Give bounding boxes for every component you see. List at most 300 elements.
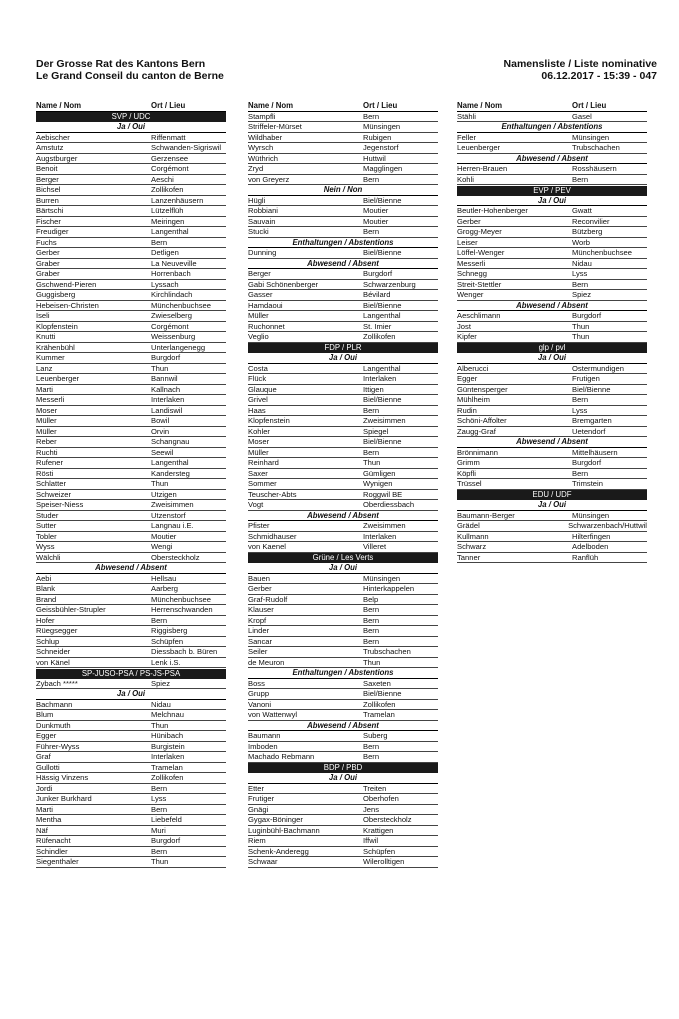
member-row <box>36 164 226 175</box>
member-row <box>248 206 438 217</box>
member-row <box>36 395 226 406</box>
member-place: Zollikofen <box>363 332 396 341</box>
member-row <box>36 679 226 690</box>
member-row <box>36 595 226 606</box>
member-place: Lyss <box>572 269 588 278</box>
member-name: Gerber <box>457 216 481 226</box>
member-row <box>248 731 438 742</box>
column-header <box>457 101 647 112</box>
member-row <box>248 437 438 448</box>
member-place: Bern <box>363 626 380 635</box>
member-name: Hebeisen-Christen <box>36 300 99 310</box>
member-name: Guggisberg <box>36 290 76 299</box>
member-place: Interlaken <box>363 374 397 383</box>
vote-category-header: Ja / Oui <box>248 353 438 364</box>
member-place: Landiswil <box>151 405 183 415</box>
member-place: Huttwil <box>363 153 386 163</box>
member-row <box>248 616 438 627</box>
member-row <box>36 416 226 427</box>
member-row <box>457 416 647 427</box>
member-row <box>457 458 647 469</box>
member-name: Baumann-Berger <box>457 510 515 520</box>
member-name: Schmidhauser <box>248 531 297 541</box>
member-place: La Neuveville <box>151 258 197 268</box>
member-place: Zweisimmen <box>363 521 406 530</box>
member-name: Etter <box>248 783 265 793</box>
member-name: Veglio <box>248 332 269 341</box>
member-place: Kandersteg <box>151 468 190 478</box>
member-row <box>36 857 226 868</box>
member-name: Klopfenstein <box>36 321 78 331</box>
member-place: Münsingen <box>363 122 401 131</box>
member-name: Schenk-Anderegg <box>248 846 309 856</box>
member-place: Treiten <box>363 783 387 793</box>
member-place: Münchenbuchsee <box>151 594 211 604</box>
member-row <box>248 490 438 501</box>
member-row <box>457 248 647 259</box>
member-place: Biel/Bienne <box>363 437 402 446</box>
member-row <box>248 836 438 847</box>
member-row <box>36 647 226 658</box>
vote-category-header: Ja / Oui <box>457 500 647 511</box>
member-name: Imboden <box>248 741 278 751</box>
member-place: Langenthal <box>363 311 401 320</box>
member-place: Langenthal <box>151 227 189 236</box>
member-name: Striffeler-Mürset <box>248 122 302 131</box>
vote-category-header: Ja / Oui <box>248 773 438 784</box>
member-name: von Greyerz <box>248 174 290 184</box>
party-header: glp / pvl <box>457 343 647 353</box>
member-row <box>36 626 226 637</box>
member-name: Gerber <box>36 248 60 257</box>
member-name: Gschwend-Pieren <box>36 279 97 289</box>
column-header <box>248 101 438 112</box>
member-row <box>248 700 438 711</box>
member-name: Messerli <box>36 395 65 404</box>
member-name: Brand <box>36 594 57 604</box>
column-header-place: Ort / Lieu <box>151 101 186 110</box>
vote-category-header: Abwesend / Absent <box>36 563 226 574</box>
member-name: Jost <box>457 321 471 331</box>
member-name: Grivel <box>248 395 268 404</box>
member-name: Grupp <box>248 689 270 698</box>
member-name: Führer-Wyss <box>36 741 80 751</box>
member-place: Magglingen <box>363 164 403 173</box>
member-row <box>36 269 226 280</box>
member-name: Näf <box>36 825 48 835</box>
member-row <box>36 710 226 721</box>
member-name: Wildhaber <box>248 132 283 142</box>
member-row <box>248 311 438 322</box>
member-name: von Känel <box>36 657 70 667</box>
column-header-place: Ort / Lieu <box>363 101 398 110</box>
vote-category-header: Ja / Oui <box>248 563 438 574</box>
member-row <box>248 175 438 186</box>
member-row <box>248 574 438 585</box>
member-row <box>248 742 438 753</box>
member-place: Zweisimmen <box>151 500 194 509</box>
member-row <box>457 227 647 238</box>
member-row <box>457 364 647 375</box>
member-name: Sommer <box>248 479 277 488</box>
member-name: Wenger <box>457 290 484 299</box>
member-place: Bern <box>151 237 168 247</box>
member-place: Gümligen <box>363 468 396 478</box>
member-place: Bern <box>363 615 380 625</box>
member-name: Siegenthaler <box>36 857 79 866</box>
member-name: Glauque <box>248 384 277 394</box>
member-name: Wyrsch <box>248 143 274 152</box>
member-row <box>36 311 226 322</box>
member-name: Seiler <box>248 647 268 656</box>
column-header <box>36 101 226 112</box>
member-row <box>248 395 438 406</box>
member-name: Brönnimann <box>457 447 498 457</box>
member-name: Kummer <box>36 353 65 362</box>
vote-category-header: Abwesend / Absent <box>248 511 438 522</box>
member-place: Liebefeld <box>151 815 182 824</box>
member-place: Trimstein <box>572 479 603 488</box>
member-place: Lyss <box>572 405 588 415</box>
member-row <box>248 626 438 637</box>
member-place: Wengi <box>151 542 173 551</box>
member-row <box>457 112 647 123</box>
member-place: Ittigen <box>363 384 384 394</box>
member-name: Graf <box>36 752 51 761</box>
member-place: Münchenbuchsee <box>151 300 211 310</box>
member-name: Kohler <box>248 426 270 436</box>
title-line-french: Le Grand Conseil du canton de Berne <box>36 70 224 82</box>
member-row <box>36 794 226 805</box>
member-row <box>36 847 226 858</box>
member-row <box>457 553 647 564</box>
member-row <box>457 259 647 270</box>
member-name: Kropf <box>248 615 267 625</box>
member-row <box>36 259 226 270</box>
vote-category-header: Enthaltungen / Abstentions <box>248 668 438 679</box>
member-name: Riem <box>248 836 266 845</box>
member-row <box>36 185 226 196</box>
member-name: Blank <box>36 584 55 593</box>
member-name: Burren <box>36 195 59 205</box>
member-row <box>36 427 226 438</box>
member-place: Bern <box>151 846 168 856</box>
member-place: Obersteckholz <box>363 815 412 824</box>
member-name: Dunning <box>248 248 277 257</box>
member-name: Grädel <box>457 521 480 530</box>
member-row <box>248 710 438 721</box>
member-place: Lyss <box>151 794 167 803</box>
member-place: Burgdorf <box>151 353 181 362</box>
member-place: Nidau <box>151 699 171 709</box>
member-row <box>248 269 438 280</box>
member-place: Bern <box>363 741 380 751</box>
member-row <box>248 752 438 763</box>
member-row <box>248 290 438 301</box>
member-name: Schindler <box>36 846 68 856</box>
member-place: Rosshäusern <box>572 164 617 173</box>
member-name: Amstutz <box>36 143 64 152</box>
member-row <box>36 542 226 553</box>
member-place: Biel/Bienne <box>363 689 402 698</box>
member-place: Burgdorf <box>363 269 393 278</box>
member-name: Stampfli <box>248 111 276 121</box>
member-row <box>36 605 226 616</box>
member-place: Suberg <box>363 731 388 740</box>
member-row <box>248 815 438 826</box>
member-place: Kallnach <box>151 384 181 394</box>
member-row <box>248 658 438 669</box>
member-row <box>248 794 438 805</box>
member-place: Biel/Bienne <box>363 300 402 310</box>
member-name: Kipfer <box>457 332 477 341</box>
vote-category-header: Ja / Oui <box>36 689 226 700</box>
member-name: Aeschlimann <box>457 311 501 320</box>
member-place: Hellsau <box>151 573 177 583</box>
member-row <box>457 479 647 490</box>
member-name: Stucki <box>248 227 269 236</box>
member-place: Bern <box>572 174 589 184</box>
member-row <box>36 301 226 312</box>
member-place: Bowil <box>151 416 170 425</box>
vote-category-header: Abwesend / Absent <box>248 721 438 732</box>
member-place: Hünibach <box>151 731 184 740</box>
member-row <box>457 238 647 249</box>
member-row <box>248 322 438 333</box>
member-place: Thun <box>572 332 590 341</box>
member-place: Bern <box>151 804 168 814</box>
vote-category-header: Ja / Oui <box>36 122 226 133</box>
member-name: Müller <box>248 311 269 320</box>
member-row <box>36 206 226 217</box>
member-row <box>36 742 226 753</box>
member-row <box>248 374 438 385</box>
member-row <box>248 196 438 207</box>
member-place: Spiegel <box>363 426 389 436</box>
member-name: Rüfenacht <box>36 836 71 845</box>
member-place: Moutier <box>363 216 389 226</box>
member-name: Dunkmuth <box>36 720 71 730</box>
member-place: Langnau i.E. <box>151 521 194 530</box>
member-name: Moser <box>248 437 270 446</box>
member-name: Kohli <box>457 174 474 184</box>
member-name: Machado Rebmann <box>248 752 315 761</box>
member-row <box>457 395 647 406</box>
member-name: Pfister <box>248 521 270 530</box>
member-name: Rösti <box>36 468 54 478</box>
member-row <box>248 847 438 858</box>
member-name: Fischer <box>36 216 61 226</box>
member-row <box>36 574 226 585</box>
member-place: Saxeten <box>363 678 391 688</box>
member-name: Gasser <box>248 290 273 299</box>
member-place: Thun <box>151 720 169 730</box>
member-row <box>248 133 438 144</box>
member-row <box>248 605 438 616</box>
member-place: Bern <box>363 111 380 121</box>
member-place: Oberhofen <box>363 794 399 803</box>
member-name: Reinhard <box>248 458 279 467</box>
member-place: Langenthal <box>363 363 401 373</box>
member-name: Zybach ***** <box>36 678 78 688</box>
member-name: Müller <box>248 447 269 457</box>
member-name: Graf-Rudolf <box>248 594 288 604</box>
member-place: Zollikofen <box>151 773 184 782</box>
vote-category-header: Ja / Oui <box>457 196 647 207</box>
member-place: Burgistein <box>151 741 185 751</box>
member-row <box>36 490 226 501</box>
member-name: Ruchti <box>36 447 58 457</box>
vote-category-header: Abwesend / Absent <box>457 154 647 165</box>
party-header: EDU / UDF <box>457 490 647 500</box>
member-row <box>36 553 226 564</box>
member-row <box>36 322 226 333</box>
member-name: Leiser <box>457 237 478 247</box>
member-name: Wyss <box>36 542 55 551</box>
member-row <box>36 637 226 648</box>
member-row <box>36 584 226 595</box>
member-name: Bachmann <box>36 699 73 709</box>
member-place: Herrenschwanden <box>151 605 213 614</box>
vote-category-header: Abwesend / Absent <box>457 301 647 312</box>
member-name: Grimm <box>457 458 480 467</box>
member-place: Oberdiessbach <box>363 500 415 509</box>
member-name: Schlup <box>36 636 60 646</box>
vote-category-header: Enthaltungen / Abstentions <box>457 122 647 133</box>
member-row <box>457 322 647 333</box>
member-place: Orvin <box>151 426 170 436</box>
member-name: Gnägi <box>248 804 269 814</box>
party-header: EVP / PEV <box>457 186 647 196</box>
member-place: Bévilard <box>363 290 391 299</box>
member-place: Biel/Bienne <box>363 195 402 205</box>
member-place: Gerzensee <box>151 153 189 163</box>
member-row <box>457 521 647 532</box>
member-place: Burgdorf <box>151 836 181 845</box>
member-name: Sutter <box>36 521 57 530</box>
member-place: Bern <box>363 174 380 184</box>
member-place: Thun <box>151 363 169 373</box>
member-name: Sancar <box>248 636 273 646</box>
member-row <box>248 427 438 438</box>
member-row <box>36 815 226 826</box>
member-row <box>36 805 226 816</box>
member-name: Flück <box>248 374 267 383</box>
member-row <box>248 689 438 700</box>
member-name: Bärtschi <box>36 206 64 215</box>
vote-category-header: Ja / Oui <box>457 353 647 364</box>
member-name: Vogt <box>248 500 264 509</box>
member-name: Trüssel <box>457 479 482 488</box>
member-row <box>36 437 226 448</box>
member-place: Roggwil BE <box>363 489 403 499</box>
member-name: de Meuron <box>248 657 285 667</box>
member-place: Reconvilier <box>572 216 610 226</box>
member-place: Tramelan <box>151 762 183 772</box>
member-place: Burgdorf <box>572 458 602 467</box>
member-place: Bern <box>363 227 380 236</box>
member-row <box>36 154 226 165</box>
member-place: Langenthal <box>151 458 189 467</box>
member-name: Benoit <box>36 164 58 173</box>
vote-category-header: Enthaltungen / Abstentions <box>248 238 438 249</box>
member-place: Biel/Bienne <box>363 248 402 257</box>
member-row <box>248 164 438 175</box>
member-name: Freudiger <box>36 227 69 236</box>
member-place: Biel/Bienne <box>572 384 611 394</box>
document-title <box>36 58 224 82</box>
column-header-name: Name / Nom <box>457 101 503 110</box>
member-name: Egger <box>457 374 478 383</box>
member-row <box>248 385 438 396</box>
member-row <box>36 133 226 144</box>
member-place: Muri <box>151 825 166 835</box>
member-row <box>36 511 226 522</box>
member-row <box>36 532 226 543</box>
member-place: Riggisberg <box>151 626 188 635</box>
member-place: Corgémont <box>151 321 189 331</box>
member-row <box>248 500 438 511</box>
member-name: Schweizer <box>36 489 72 499</box>
member-place: Interlaken <box>151 752 185 761</box>
member-name: Köpfli <box>457 468 476 478</box>
member-place: Schüpfen <box>151 636 184 646</box>
member-row <box>457 374 647 385</box>
member-row <box>248 479 438 490</box>
party-header: SVP / UDC <box>36 112 226 122</box>
member-place: Bern <box>151 615 168 625</box>
member-row <box>248 805 438 816</box>
member-row <box>36 374 226 385</box>
member-name: Tanner <box>457 552 481 562</box>
title-line-german: Der Grosse Rat des Kantons Bern <box>36 58 206 70</box>
member-place: Kirchlindach <box>151 290 193 299</box>
member-row <box>36 175 226 186</box>
member-row <box>248 584 438 595</box>
member-row <box>36 616 226 627</box>
member-name: Augstburger <box>36 153 78 163</box>
member-row <box>248 679 438 690</box>
member-name: Tobler <box>36 531 57 541</box>
member-name: Saxer <box>248 468 268 478</box>
member-row <box>457 511 647 522</box>
member-row <box>457 332 647 343</box>
member-place: Rubigen <box>363 132 392 142</box>
member-name: Luginbühl-Bachmann <box>248 825 320 835</box>
member-place: Horrenbach <box>151 269 191 278</box>
member-place: Obersteckholz <box>151 552 200 562</box>
member-row <box>36 763 226 774</box>
member-row <box>36 238 226 249</box>
member-place: Bern <box>363 447 380 457</box>
member-place: Thun <box>572 321 590 331</box>
member-place: Belp <box>363 594 379 604</box>
member-row <box>36 227 226 238</box>
member-place: Bern <box>363 405 380 415</box>
member-name: Rüegsegger <box>36 626 78 635</box>
member-row <box>248 458 438 469</box>
member-row <box>36 658 226 669</box>
member-row <box>248 154 438 165</box>
member-name: Rufener <box>36 458 64 467</box>
member-row <box>36 700 226 711</box>
member-row <box>36 353 226 364</box>
member-row <box>248 416 438 427</box>
member-row <box>36 406 226 417</box>
member-row <box>457 385 647 396</box>
member-row <box>36 196 226 207</box>
member-name: Ruchonnet <box>248 321 285 331</box>
